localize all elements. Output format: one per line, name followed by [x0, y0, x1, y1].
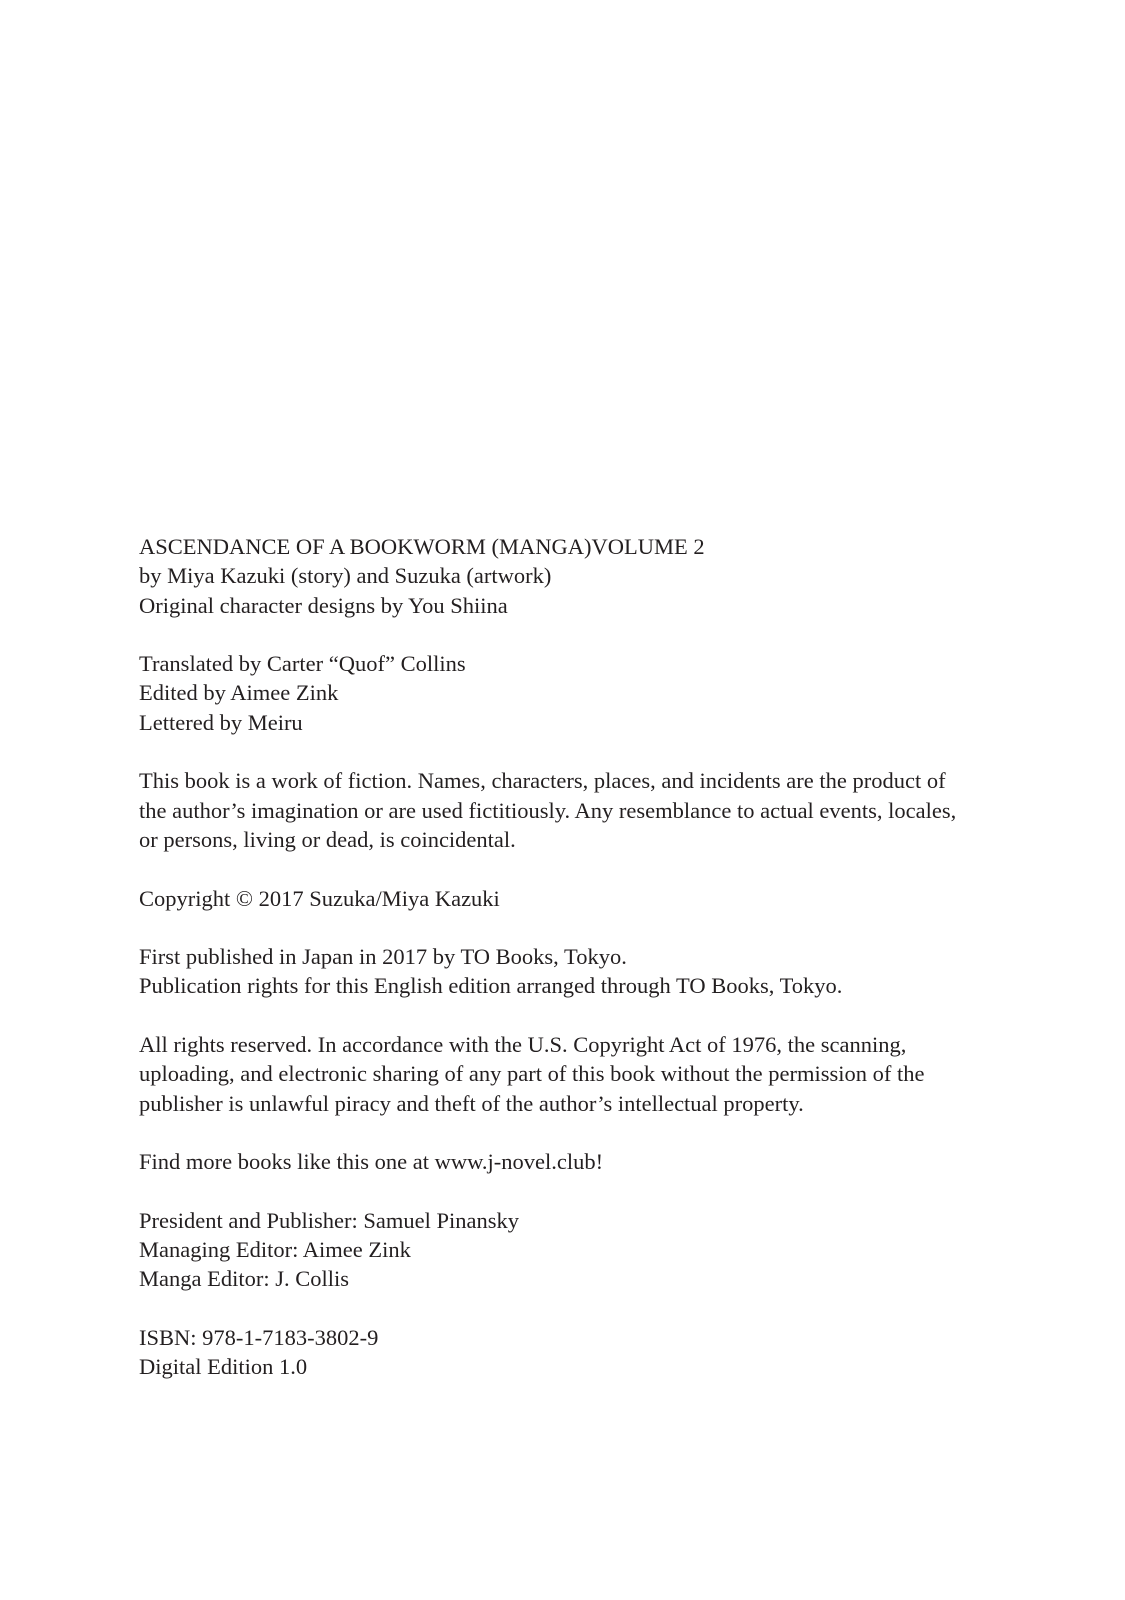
title-block [139, 532, 1039, 620]
translator-credit: Translated by Carter “Quof” Collins [139, 651, 466, 677]
isbn: ISBN: 978-1-7183-3802-9 [139, 1325, 379, 1351]
publisher-credit: President and Publisher: Samuel Pinansky [139, 1207, 519, 1233]
edition-block [139, 1323, 1039, 1382]
editor-credit: Edited by Aimee Zink [139, 680, 339, 706]
disclaimer-line: or persons, living or dead, is coincidental. [139, 826, 516, 852]
book-title: ASCENDANCE OF A BOOKWORM (MANGA)VOLUME 2 [139, 534, 705, 559]
digital-edition: Digital Edition 1.0 [139, 1354, 308, 1380]
copyright-notice-block [139, 884, 1039, 913]
staff-block [139, 1206, 1039, 1294]
managing-editor-credit: Managing Editor: Aimee Zink [139, 1237, 411, 1263]
credits-block [139, 649, 1039, 737]
character-designs-credit: Original character designs by You Shiina [139, 592, 508, 618]
rights-line: publisher is unlawful piracy and theft of the author’s intellectual property. [139, 1090, 804, 1116]
first-published-line: First published in Japan in 2017 by TO Books, Tokyo. [139, 944, 627, 970]
promo-line: Find more books like this one at www.j-novel.club! [139, 1149, 604, 1175]
rights-line: uploading, and electronic sharing of any part of this book without the permission of the [139, 1061, 925, 1087]
manga-editor-credit: Manga Editor: J. Collis [139, 1266, 349, 1292]
publication-rights-line: Publication rights for this English edition arranged through TO Books, Tokyo. [139, 973, 843, 999]
copyright-notice: Copyright © 2017 Suzuka/Miya Kazuki [139, 885, 500, 911]
letterer-credit: Lettered by Meiru [139, 709, 303, 735]
fiction-disclaimer [139, 766, 1039, 854]
disclaimer-line: This book is a work of fiction. Names, characters, places, and incidents are the product of [139, 768, 946, 794]
rights-reserved-block [139, 1030, 1039, 1118]
promo-block [139, 1147, 1039, 1176]
copyright-text-block [139, 532, 1039, 1382]
disclaimer-line: the author’s imagination or are used fictitiously. Any resemblance to actual events, locales, [139, 797, 957, 823]
publication-block [139, 942, 1039, 1001]
rights-line: All rights reserved. In accordance with the U.S. Copyright Act of 1976, the scanning, [139, 1032, 907, 1058]
author-byline: by Miya Kazuki (story) and Suzuka (artwork) [139, 563, 552, 589]
